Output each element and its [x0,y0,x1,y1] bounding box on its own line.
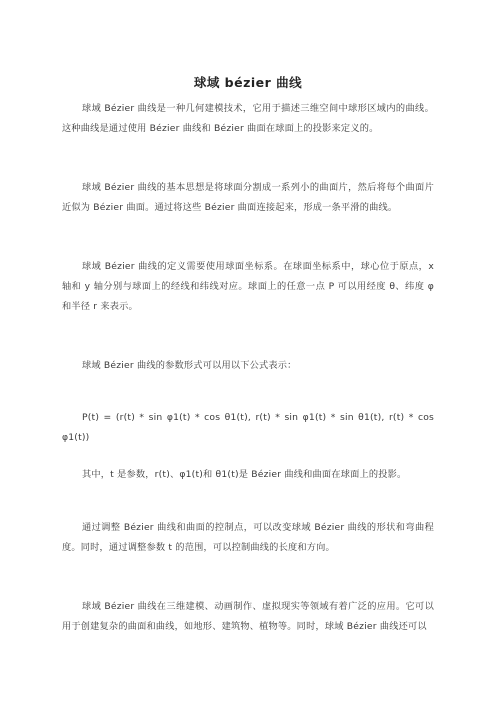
paragraph-intro: 球域 Bézier 曲线是一种几何建模技术，它用于描述三维空间中球形区域内的曲线。这种曲线是通过使用 Bézier 曲线和 Bézier 曲面在球面上的投影来定义的。 [62,103,434,134]
paragraph-basic-idea: 球域 Bézier 曲线的基本思想是将球面分割成一系列小的曲面片，然后将每个曲面片近似为 Bézier 曲面。通过将这些 Bézier 曲面连接起来，形成一条平滑的曲线。 [62,182,434,213]
paragraph-control-points: 通过调整 Bézier 曲线和曲面的控制点，可以改变球域 Bézier 曲线的形状和弯曲程度。同时，通过调整参数 t 的范围，可以控制曲线的长度和方向。 [62,522,434,553]
paragraph-definition: 球域 Bézier 曲线的定义需要使用球面坐标系。在球面坐标系中，球心位于原点，x 轴和 y 轴分别与球面上的经线和纬线对应。球面上的任意一点 P 可以用经度 θ、纬度 φ 和半径 r 来表示。 [62,261,434,312]
paragraph-applications: 球域 Bézier 曲线在三维建模、动画制作、虚拟现实等领域有着广泛的应用。它可以用于创建复杂的曲面和曲线，如地形、建筑物、植物等。同时，球域 Bézier 曲线还可以 [62,601,434,632]
paragraph-where: 其中，t 是参数，r(t)、φ1(t)和 θ1(t)是 Bézier 曲线和曲面在球面上的投影。 [82,469,407,480]
paragraph-formula: P(t) = (r(t) * sin φ1(t) * cos θ1(t), r(t) * sin φ1(t) * sin θ1(t), r(t) * cos φ1(t)) [62,412,434,443]
document-title: 球域 bézier 曲线 [193,75,303,90]
paragraph-parametric-intro: 球域 Bézier 曲线的参数形式可以用以下公式表示： [82,360,297,371]
